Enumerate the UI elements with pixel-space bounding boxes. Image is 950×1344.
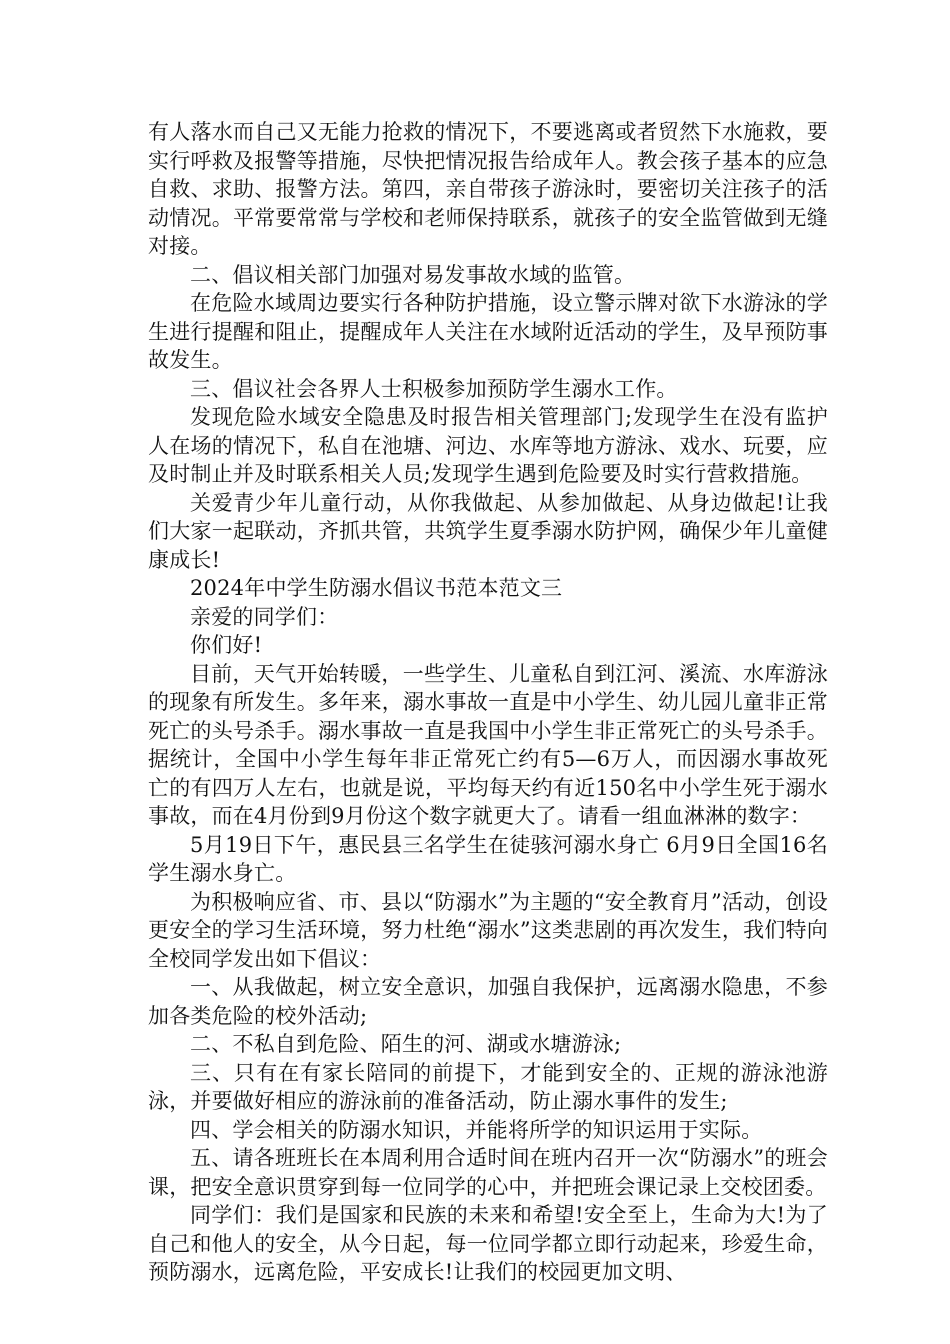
paragraph: 关爱青少年儿童行动，从你我做起、从参加做起、从身边做起!让我们大家一起联动，齐抓共管，共筑学生夏季溺水防护网，确保少年儿童健康成长!: [148, 490, 828, 572]
list-item: 三、只有在有家长陪同的前提下，才能到安全的、正规的游泳池游泳，并要做好相应的游泳前的准备活动，防止溺水事件的发生;: [148, 1060, 828, 1113]
list-item: 一、从我做起，树立安全意识，加强自我保护，远离溺水隐患，不参加各类危险的校外活动;: [148, 975, 828, 1028]
paragraph: 发现危险水域安全隐患及时报告相关管理部门;发现学生在没有监护人在场的情况下，私自在池塘、河边、水库等地方游泳、戏水、玩要，应及时制止并及时联系相关人员;发现学生遇到危险要及时实行营救措施。: [148, 405, 828, 486]
list-item: 四、学会相关的防溺水知识，并能将所学的知识运用于实际。: [190, 1117, 763, 1142]
list-item: 五、请各班班长在本周利用合适时间在班内召开一次“防溺水”的班会课，把安全意识贯穿到每一位同学的心中，并把班会课记录上交校团委。: [148, 1146, 828, 1199]
salutation: 亲爱的同学们：: [190, 604, 339, 629]
paragraph: 5月19日下午，惠民县三名学生在徒骇河溺水身亡 6月9日全国16名学生溺水身亡。: [148, 832, 828, 885]
paragraph: 在危险水域周边要实行各种防护措施，设立警示牌对欲下水游泳的学生进行提醒和阻止，提醒成年人关注在水域附近活动的学生，及早预防事故发生。: [148, 291, 828, 372]
document-body: [148, 118, 828, 1287]
paragraph-heading-2: 二、倡议相关部门加强对易发事故水域的监管。: [190, 262, 636, 287]
paragraph: 目前，天气开始转暖，一些学生、儿童私自到江河、溪流、水库游泳的现象有所发生。多年来，溺水事故一直是中小学生、幼儿园儿童非正常死亡的头号杀手。溺水事故一直是我国中小学生非正常死亡的头号杀手。据统计，全国中小学生每年非正常死亡约有5—6万人，而因溺水事故死亡的有四万人左右，也就是说，平均每天约有近150名中小学生死于溺水事故，而在4月份到9月份这个数字就更大了。请看一组血淋淋的数字：: [148, 661, 828, 828]
greeting: 你们好!: [190, 633, 263, 657]
list-item: 二、不私自到危险、陌生的河、湖或水塘游泳;: [190, 1032, 622, 1056]
paragraph-continuation: 有人落水而自己又无能力抢救的情况下，不要逃离或者贸然下水施救，要实行呼救及报警等措施，尽快把情况报告给成年人。教会孩子基本的应急自救、求助、报警方法。第四，亲自带孩子游泳时，要密切关注孩子的活动情况。平常要常常与学校和老师保持联系，就孩子的安全监管做到无缝对接。: [148, 120, 828, 258]
paragraph-heading-3: 三、倡议社会各界人士积极参加预防学生溺水工作。: [190, 376, 678, 401]
paragraph: 为积极响应省、市、县以“防溺水”为主题的“安全教育月”活动，创设更安全的学习生活环境，努力杜绝“溺水”这类悲剧的再次发生，我们特向全校同学发出如下倡议：: [148, 889, 828, 971]
section-title: 2024年中学生防溺水倡议书范本范文三: [190, 576, 563, 600]
paragraph-closing: 同学们：我们是国家和民族的未来和希望!安全至上，生命为大!为了自己和他人的安全，从今日起，每一位同学都立即行动起来，珍爱生命，预防溺水，远离危险，平安成长!让我们的校园更加文明、: [148, 1203, 828, 1284]
